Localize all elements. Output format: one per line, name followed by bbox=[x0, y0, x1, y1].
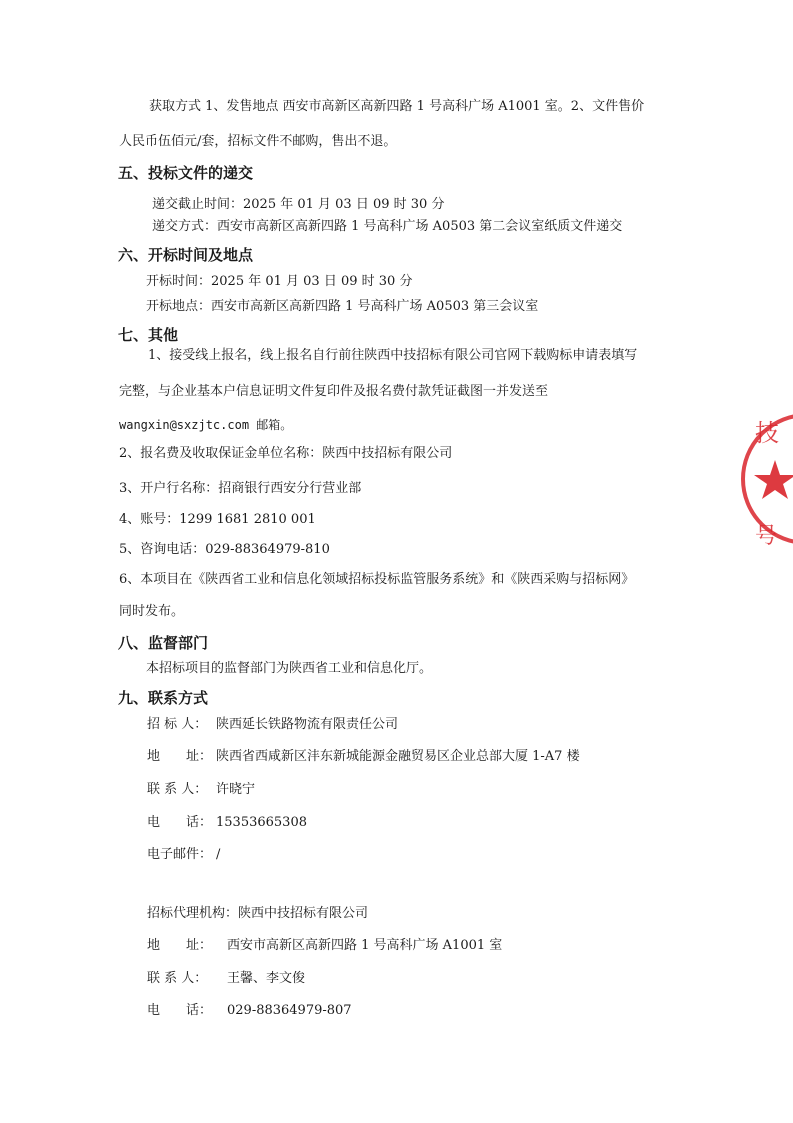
seal-star-icon bbox=[754, 460, 793, 499]
section7-item3: 3、开户行名称：招商银行西安分行营业部 bbox=[119, 481, 362, 496]
agency-name: 陕西中技招标有限公司 bbox=[238, 906, 369, 921]
agency-contact: 王馨、李文俊 bbox=[227, 971, 306, 986]
section8-text: 本招标项目的监督部门为陕西省工业和信息化厅。 bbox=[146, 661, 433, 676]
section7-item5: 5、咨询电话：029-88364979-810 bbox=[119, 542, 330, 557]
section5-method: 递交方式：西安市高新区高新四路 1 号高科广场 A0503 第二会议室纸质文件递交 bbox=[152, 219, 623, 234]
section7-item1-line3: wangxin@sxzjtc.com 邮箱。 bbox=[119, 418, 293, 432]
company-seal-stamp bbox=[735, 405, 793, 555]
tenderer-phone-row bbox=[147, 814, 307, 832]
section5-deadline: 递交截止时间：2025 年 01 月 03 日 09 时 30 分 bbox=[152, 197, 445, 212]
section7-item4: 4、账号：1299 1681 2810 001 bbox=[119, 512, 316, 527]
tenderer-address-row bbox=[147, 748, 580, 766]
agency-phone: 029-88364979-807 bbox=[227, 1003, 352, 1018]
tenderer-name-label: 招 标 人： bbox=[147, 717, 208, 732]
agency-phone-row bbox=[147, 1002, 352, 1020]
tenderer-email-row bbox=[147, 846, 220, 864]
section6-time: 开标时间：2025 年 01 月 03 日 09 时 30 分 bbox=[146, 274, 413, 289]
seal-text-bottom: 号 bbox=[755, 524, 778, 549]
section7-heading: 七、其他 bbox=[118, 326, 179, 344]
section6-heading: 六、开标时间及地点 bbox=[118, 246, 254, 264]
tenderer-email: / bbox=[216, 847, 221, 862]
section5-heading: 五、投标文件的递交 bbox=[118, 164, 254, 182]
agency-name-row bbox=[147, 905, 368, 923]
tenderer-name: 陕西延长铁路物流有限责任公司 bbox=[216, 717, 399, 732]
section4-line2: 人民币伍佰元/套，招标文件不邮购，售出不退。 bbox=[119, 134, 397, 149]
tenderer-contact-label: 联 系 人： bbox=[147, 782, 208, 797]
tenderer-name-row bbox=[147, 716, 398, 734]
section9-heading: 九、联系方式 bbox=[118, 689, 209, 707]
agency-contact-label: 联 系 人： bbox=[147, 971, 208, 986]
agency-address-row bbox=[147, 937, 502, 955]
section7-item2: 2、报名费及收取保证金单位名称：陕西中技招标有限公司 bbox=[119, 446, 453, 461]
agency-name-label: 招标代理机构： bbox=[147, 906, 239, 921]
section8-heading: 八、监督部门 bbox=[118, 634, 209, 652]
agency-address: 西安市高新区高新四路 1 号高科广场 A1001 室 bbox=[227, 938, 503, 953]
section7-item1-line2: 完整，与企业基本户信息证明文件复印件及报名费付款凭证截图一并发送至 bbox=[119, 384, 549, 399]
section7-item6-line1: 6、本项目在《陕西省工业和信息化领域招标投标监管服务系统》和《陕西采购与招标网》 bbox=[119, 572, 635, 587]
section4-line1: 获取方式 1、发售地点 西安市高新区高新四路 1 号高科广场 A1001 室。2、文件售价 bbox=[149, 99, 645, 114]
seal-text-top: 技 bbox=[755, 419, 779, 447]
tenderer-email-label: 电子邮件： bbox=[147, 847, 213, 862]
tenderer-contact-row bbox=[147, 781, 255, 799]
agency-contact-row bbox=[147, 970, 305, 988]
agency-phone-label: 电 话： bbox=[147, 1003, 213, 1018]
section7-item6-line2: 同时发布。 bbox=[119, 604, 185, 619]
tenderer-contact: 许晓宁 bbox=[216, 782, 256, 797]
tenderer-phone: 15353665308 bbox=[216, 815, 307, 830]
section7-item1-line1: 1、接受线上报名，线上报名自行前往陕西中技招标有限公司官网下载购标申请表填写 bbox=[148, 348, 638, 363]
tenderer-address-label: 地 址： bbox=[147, 749, 213, 764]
section6-place: 开标地点：西安市高新区高新四路 1 号高科广场 A0503 第三会议室 bbox=[146, 299, 539, 314]
tenderer-phone-label: 电 话： bbox=[147, 815, 213, 830]
agency-address-label: 地 址： bbox=[147, 938, 213, 953]
tenderer-address: 陕西省西咸新区沣东新城能源金融贸易区企业总部大厦 1-A7 楼 bbox=[216, 749, 580, 764]
